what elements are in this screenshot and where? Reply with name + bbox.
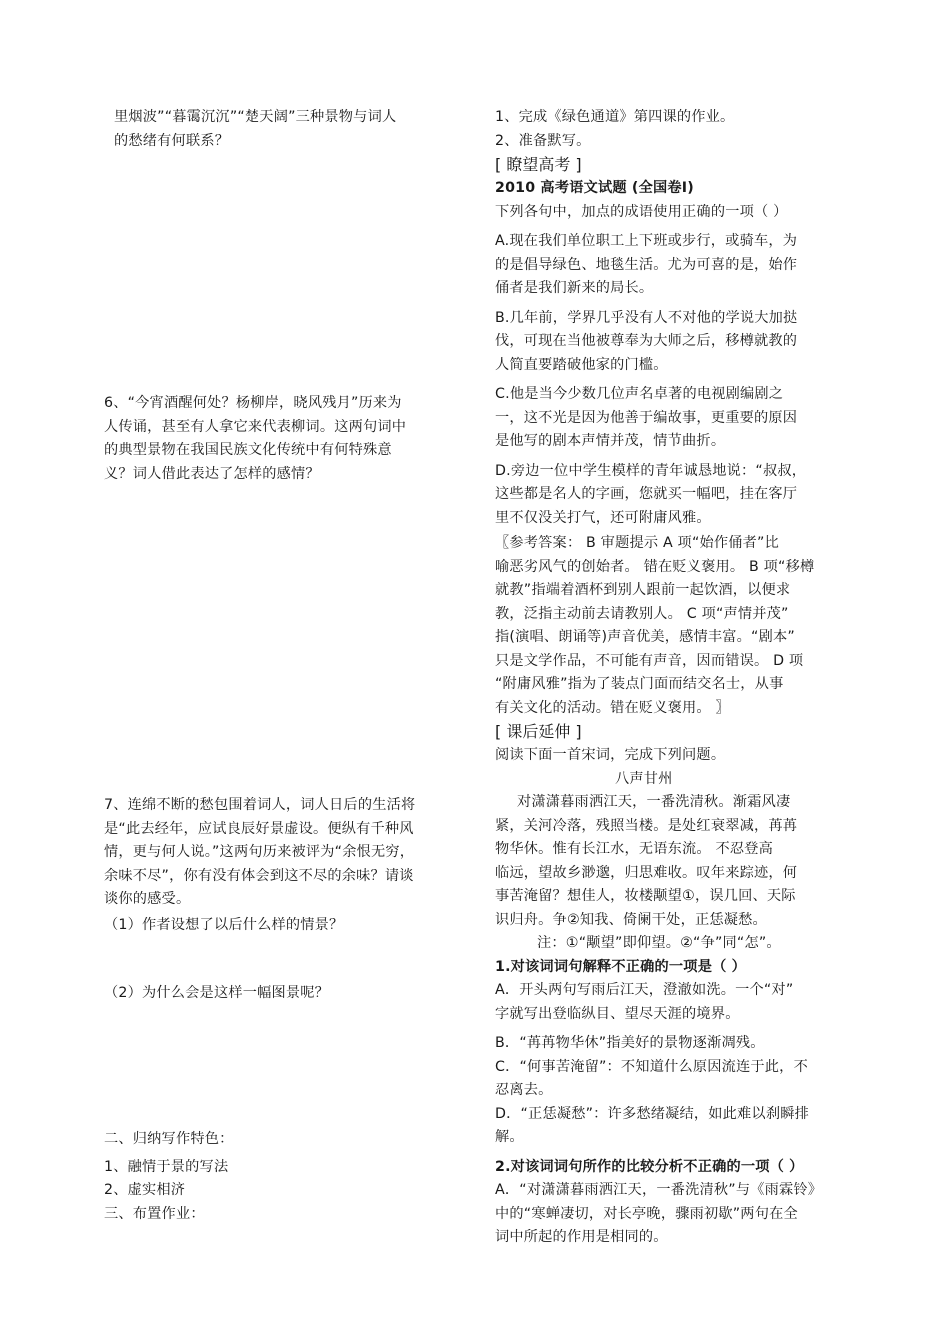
text-line: 就教”指端着酒杯到别人跟前一起饮酒，以便求 xyxy=(495,582,791,598)
text-line: 伐，可现在当他被尊奉为大师之后，移樽就教的 xyxy=(495,333,798,349)
text-line: 物华休。惟有长江水，无语东流。 不忍登高 xyxy=(495,841,774,857)
text-line: 只是文学作品，不可能有声音，因而错误。 D 项 xyxy=(495,652,804,669)
text-line: 义？词人借此表达了怎样的感情？ xyxy=(104,465,320,482)
question-5-text xyxy=(104,106,456,153)
homework-item: 2、准备默写。 xyxy=(495,132,591,149)
text-line: C．“何事苦淹留”：不知道什么原因流连于此，不 xyxy=(495,1058,808,1075)
text-line: B.几年前，学界几乎没有人不对他的学说大加挞 xyxy=(495,309,798,326)
text-line: D.旁边一位中学生模样的青年诚恳地说：“叔叔， xyxy=(495,462,807,479)
text-line: 俑者是我们新来的局长。 xyxy=(495,280,654,296)
text-line: 紧，关河冷落，残照当楼。是处红衰翠减，苒苒 xyxy=(495,817,798,834)
text-line: 是“此去经年，应试良辰好景虚设。便纵有千种风 xyxy=(104,820,414,837)
exam-question: 下列各句中，加点的成语使用正确的一项（ ） xyxy=(495,203,788,220)
q2-option-a xyxy=(495,1179,855,1250)
poem-title: 八声甘州 xyxy=(615,770,673,787)
q1-option-a xyxy=(495,979,855,1026)
question-6 xyxy=(104,392,406,486)
text-line: 人传诵，甚至有人拿它来代表柳词。这两句词中 xyxy=(104,418,407,435)
text-line: 里不仅没关打气，还可附庸风雅。 xyxy=(495,509,711,526)
reference-answer xyxy=(495,532,855,720)
option-b xyxy=(495,307,855,378)
text-line: 解。 xyxy=(495,1129,524,1145)
text-line: 情，更与何人说。”这两句历来被评为“余恨无穷， xyxy=(104,844,415,860)
text-line: A.现在我们单位职工上下班或步行，或骑车，为 xyxy=(495,233,798,249)
option-d xyxy=(495,460,855,531)
text-line: 6、“今宵酒醒何处？杨柳岸，晓风残月”历来为 xyxy=(104,395,402,411)
question-2: 2.对该词词句所作的比较分析不正确的一项（ ） xyxy=(495,1158,804,1175)
text-line: 7、连绵不断的愁包围着词人，词人日后的生活将 xyxy=(104,797,416,813)
sub-question-7-2: （2）为什么会是这样一幅图景呢？ xyxy=(104,985,330,1001)
text-line: A．“对潇潇暮雨洒江天，一番洗清秋”与《雨霖铃》 xyxy=(495,1182,823,1198)
section-heading: [ 瞭望高考 ] xyxy=(495,155,582,174)
section-heading: 二、归纳写作特色： xyxy=(104,1131,234,1147)
text-line: 教，泛指主动前去请教别人。 C 项“声情并茂” xyxy=(495,605,789,622)
q1-option-c xyxy=(495,1056,855,1103)
q1-option-b: B．“苒苒物华休”指美好的景物逐渐凋残。 xyxy=(495,1035,765,1051)
left-column xyxy=(104,106,456,1222)
text-line: 的典型景物在我国民族文化传统中有何特殊意 xyxy=(104,442,392,458)
option-c xyxy=(495,383,855,454)
question-7 xyxy=(104,794,415,937)
text-line: 词中所起的作用是相同的。 xyxy=(495,1229,668,1245)
text-line: 谈你的感受。 xyxy=(104,891,191,907)
text-line: 的愁绪有何联系？ xyxy=(114,132,230,149)
sub-question-7-1: （1）作者设想了以后什么样的情景？ xyxy=(104,916,344,933)
poem-text xyxy=(495,791,855,932)
feature-item: 1、融情于景的写法 xyxy=(104,1158,229,1175)
text-line: 有关文化的活动。错在贬义褒用。 〗 xyxy=(495,699,730,716)
exam-title: 2010 高考语文试题 (全国卷Ⅰ) xyxy=(495,180,694,196)
text-line: 人简直要踏破他家的门槛。 xyxy=(495,356,668,373)
text-line: 对潇潇暮雨洒江天，一番洗清秋。渐霜风凄 xyxy=(517,794,791,810)
text-line: 指(演唱、朗诵等)声音优美，感情丰富。“剧本” xyxy=(495,629,795,645)
text-line: 忍离去。 xyxy=(495,1082,553,1098)
text-line: 〖参考答案： B 审题提示 A 项“始作俑者”比 xyxy=(495,535,779,551)
homework-item: 1、完成《绿色通道》第四课的作业。 xyxy=(495,109,735,125)
text-line: 事苦淹留？想佳人，妆楼颙望①，误几回、天际 xyxy=(495,888,796,904)
text-line: 是他写的剧本声情并茂，情节曲折。 xyxy=(495,433,726,449)
q1-option-d xyxy=(495,1103,855,1150)
poem-note: 注：①“颙望”即仰望。②“争”同“怎”。 xyxy=(537,935,781,951)
text-line: 一，这不光是因为他善于编故事，更重要的原因 xyxy=(495,409,798,426)
section-heading: 三、布置作业： xyxy=(104,1205,205,1222)
text-line: 喻恶劣风气的创始者。 错在贬义褒用。 B 项“移樽 xyxy=(495,558,815,575)
text-line: 里烟波”“暮霭沉沉”“楚天阔”三种景物与词人 xyxy=(114,109,397,125)
question-1: 1.对该词词句解释不正确的一项是（ ） xyxy=(495,958,747,975)
text-line: 字就写出登临纵目、望尽天涯的境界。 xyxy=(495,1005,740,1022)
text-line: 这些都是名人的字画，您就买一幅吧，挂在客厅 xyxy=(495,486,798,502)
right-column xyxy=(495,106,855,1250)
text-line: C.他是当今少数几位声名卓著的电视剧编剧之 xyxy=(495,386,784,402)
text-line: D．“正恁凝愁”：许多愁绪凝结，如此难以刹瞬排 xyxy=(495,1105,809,1122)
text-line: 识归舟。争②知我、倚阑干处，正恁凝愁。 xyxy=(495,911,767,928)
text-line: A．开头两句写雨后江天，澄澈如洗。一个“对” xyxy=(495,982,794,998)
text-line: 的是倡导绿色、地毯生活。尤为可喜的是，始作 xyxy=(495,256,798,273)
text-line: “附庸风雅”指为了装点门面而结交名士，从事 xyxy=(495,676,784,692)
section-heading: [ 课后延伸 ] xyxy=(495,722,582,741)
option-a xyxy=(495,230,855,301)
writing-features-section xyxy=(104,1128,234,1226)
text-line: 中的“寒蝉凄切，对长亭晚，骤雨初歇”两句在全 xyxy=(495,1205,798,1222)
text-line: 临远，望故乡渺邈，归思难收。叹年来踪迹，何 xyxy=(495,864,798,881)
feature-item: 2、虚实相济 xyxy=(104,1182,186,1198)
text-line: 余味不尽”，你有没有体会到这不尽的余味？请谈 xyxy=(104,867,414,884)
reading-prompt: 阅读下面一首宋词，完成下列问题。 xyxy=(495,747,726,763)
